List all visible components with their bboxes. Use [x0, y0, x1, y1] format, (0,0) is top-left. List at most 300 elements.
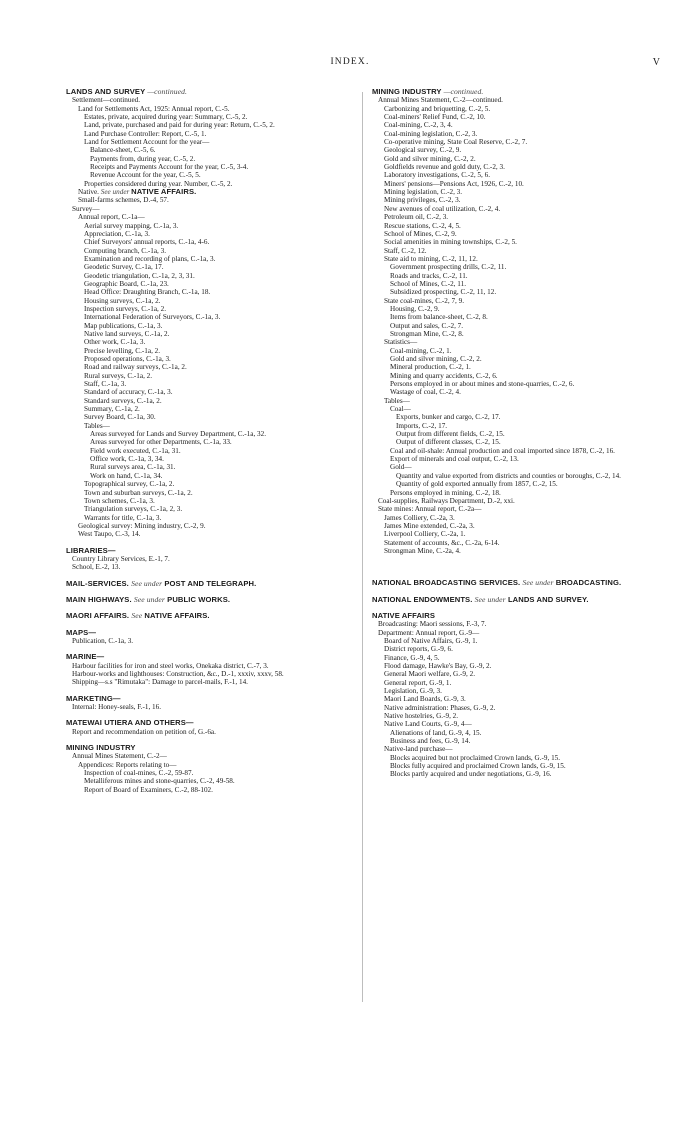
index-entry — [384, 155, 664, 163]
entry-text: Topographical survey, C.-1a, 2. — [84, 480, 175, 489]
entry-text: Mining privileges, C.-2, 3. — [384, 196, 461, 205]
entry-text: Proposed operations, C.-1a, 3. — [84, 355, 171, 363]
index-entry — [390, 489, 664, 497]
entry-text: Staff, C.-2, 12. — [384, 246, 427, 255]
column-divider — [362, 92, 363, 1002]
index-heading — [372, 88, 664, 96]
entry-text: Persons employed in mining, C.-2, 18. — [390, 488, 501, 497]
entry-text: Quantity and value exported from districts and counties or boroughs, C.-2, 14. — [396, 471, 621, 480]
entry-text: James Colliery, C.-2a, 3. — [384, 513, 455, 522]
index-entry — [84, 380, 354, 388]
index-entry — [84, 347, 354, 355]
index-entry — [384, 745, 664, 753]
index-entry — [384, 138, 664, 146]
index-entry — [384, 338, 664, 346]
entry-text: Strongman Mine, C.-2, 8. — [390, 329, 464, 338]
entry-text: Broadcasting: Maori sessions, F.-3, 7. — [378, 620, 487, 629]
heading-text: MATEWAI UTIERA AND OTHERS— — [66, 718, 194, 728]
heading-text: MINING INDUSTRY — [66, 743, 136, 753]
index-heading — [66, 719, 354, 727]
index-entry — [72, 563, 354, 571]
cross-reference: NATIVE AFFAIRS. — [144, 611, 210, 621]
index-entry — [84, 180, 354, 188]
entry-text: Statement of accounts, &c., C.-2a, 6-14. — [384, 538, 500, 547]
entry-text: Finance, G.-9, 4, 5. — [384, 653, 440, 662]
index-heading — [66, 547, 354, 555]
index-entry — [90, 455, 354, 463]
index-entry — [396, 413, 664, 421]
index-entry — [84, 322, 354, 330]
entry-text: Survey Board, C.-1a, 30. — [84, 413, 156, 422]
entry-text: Staff, C.-1a, 3. — [84, 380, 127, 389]
entry-text: Department: Annual report, G.-9— — [378, 628, 480, 637]
index-entry — [390, 355, 664, 363]
index-heading — [66, 744, 354, 752]
index-heading — [66, 596, 354, 604]
index-entry — [84, 769, 354, 777]
index-entry — [84, 480, 354, 488]
entry-text: Payments from, during year, C.-5, 2. — [90, 154, 196, 163]
index-entry — [78, 522, 354, 530]
index-entry — [384, 712, 664, 720]
index-entry — [78, 105, 354, 113]
entry-text: Statistics— — [384, 338, 418, 347]
see-reference-label: See — [131, 611, 143, 621]
entry-text: State mines: Annual report, C.-2a— — [378, 505, 482, 514]
entry-text: Petroleum oil, C.-2, 3. — [384, 213, 449, 222]
heading-text: NATIONAL ENDOWMENTS. — [372, 594, 473, 604]
entry-text: Native. — [78, 188, 99, 197]
entry-text: Report of Board of Examiners, C.-2, 88-102. — [84, 785, 213, 794]
index-entry — [384, 539, 664, 547]
entry-text: Native administration: Phases, G.-9, 2. — [384, 703, 496, 712]
entry-text: Triangulation surveys, C.-1a, 2, 3. — [84, 505, 183, 514]
index-entry — [390, 405, 664, 413]
index-entry — [378, 629, 664, 637]
index-entry — [384, 163, 664, 171]
index-entry — [90, 171, 354, 179]
index-entry — [78, 761, 354, 769]
entry-text: Inspection surveys, C.-1a, 2. — [84, 304, 167, 313]
index-entry — [396, 422, 664, 430]
entry-text: Properties considered during year. Number, C.-5, 2. — [84, 179, 233, 188]
index-entry — [390, 762, 664, 770]
index-entry — [84, 288, 354, 296]
entry-text: Carbonizing and briquetting, C.-2, 5. — [384, 104, 491, 113]
entry-text: Blocks partly acquired and under negotiations, G.-9, 16. — [390, 770, 552, 779]
entry-text: Appreciation, C.-1a, 3. — [84, 229, 150, 238]
heading-text: MAIN HIGHWAYS. — [66, 594, 132, 604]
see-reference-label: See under — [522, 578, 554, 588]
index-entry — [384, 547, 664, 555]
entry-text: Computing branch, C.-1a, 3. — [84, 246, 167, 255]
entry-text: Appendices: Reports relating to— — [78, 760, 177, 769]
cross-reference: LANDS AND SURVEY. — [507, 594, 589, 604]
entry-text: State aid to mining, C.-2, 11, 12. — [384, 254, 478, 263]
index-entry — [84, 280, 354, 288]
entry-text: Land Purchase Controller: Report, C.-5, 1. — [84, 129, 207, 138]
index-entry — [84, 413, 354, 421]
index-entry — [384, 514, 664, 522]
entry-text: Legislation, G.-9, 3. — [384, 687, 442, 696]
index-entry — [384, 695, 664, 703]
entry-text: Harbour facilities for iron and steel works, Onekaka district, C.-7, 3. — [72, 661, 269, 670]
index-entry — [384, 188, 664, 196]
index-entry — [384, 397, 664, 405]
index-heading — [66, 88, 354, 96]
entry-text: Town schemes, C.-1a, 3. — [84, 496, 155, 505]
index-heading — [66, 695, 354, 703]
see-reference-label: —continued. — [443, 87, 484, 96]
index-entry — [384, 205, 664, 213]
index-entry — [84, 247, 354, 255]
index-entry — [84, 497, 354, 505]
entry-text: Business and fees, G.-9, 14. — [390, 737, 471, 746]
entry-text: Alienations of land, G.-9, 4, 15. — [390, 728, 482, 737]
index-column-right — [372, 88, 664, 779]
index-entry — [84, 363, 354, 371]
index-entry — [84, 777, 354, 785]
index-entry — [384, 654, 664, 662]
index-entry — [390, 280, 664, 288]
index-entry — [384, 720, 664, 728]
index-entry — [84, 372, 354, 380]
index-entry — [90, 146, 354, 154]
index-entry — [384, 113, 664, 121]
entry-text: Areas surveyed for Lands and Survey Department, C.-1a, 32. — [90, 430, 267, 439]
index-entry — [390, 729, 664, 737]
see-reference-label: See under — [474, 594, 506, 604]
entry-text: Standard of accuracy, C.-1a, 3. — [84, 388, 173, 397]
index-entry — [384, 213, 664, 221]
index-heading — [372, 596, 664, 604]
entry-text: Housing surveys, C.-1a, 2. — [84, 296, 161, 305]
entry-text: Other work, C.-1a, 3. — [84, 338, 146, 347]
entry-text: Geographic Board, C.-1a, 23. — [84, 279, 169, 288]
entry-text: Inspection of coal-mines, C.-2, 59-87. — [84, 769, 194, 778]
index-entry — [78, 213, 354, 221]
heading-text: LANDS AND SURVEY — [66, 87, 146, 96]
entry-text: Subsidized prospecting, C.-2, 11, 12. — [390, 288, 497, 297]
entry-text: Geological survey: Mining industry, C.-2, 9. — [78, 521, 206, 530]
entry-text: Flood damage, Hawke's Bay, G.-9, 2. — [384, 662, 492, 670]
index-heading — [66, 653, 354, 661]
entry-text: Native land surveys, C.-1a, 2. — [84, 329, 170, 338]
index-entry — [390, 455, 664, 463]
index-entry — [72, 96, 354, 104]
index-entry — [84, 355, 354, 363]
entry-text: District reports, G.-9, 6. — [384, 645, 453, 654]
index-entry — [90, 472, 354, 480]
heading-text: NATIVE AFFAIRS — [372, 610, 435, 620]
index-entry — [390, 447, 664, 455]
entry-text: Board of Native Affairs, G.-9, 1. — [384, 636, 478, 645]
entry-text: Examination and recording of plans, C.-1a, 3. — [84, 254, 216, 263]
entry-text: Coal-supplies, Railways Department, D.-2, xxi. — [378, 496, 515, 505]
index-entry — [384, 222, 664, 230]
heading-text: MARINE— — [66, 652, 105, 662]
entry-text: Shipping—s.s "Rimutaka": Damage to parcel-mails, F.-1, 14. — [72, 678, 248, 687]
index-entry — [84, 405, 354, 413]
index-entry — [396, 430, 664, 438]
entry-text: Harbour-works and lighthouses: Construction, &c., D.-1, xxxiv, xxxv, 58. — [72, 670, 284, 678]
entry-text: Government prospecting drills, C.-2, 11. — [390, 263, 507, 272]
entry-text: Exports, bunker and cargo, C.-2, 17. — [396, 413, 501, 422]
see-reference-label: —continued. — [147, 87, 188, 96]
entry-text: Land for Settlements Act, 1925: Annual report, C.-5. — [78, 104, 230, 113]
index-entry — [390, 380, 664, 388]
index-entry — [384, 297, 664, 305]
index-entry — [390, 305, 664, 313]
entry-text: Persons employed in or about mines and stone-quarries, C.-2, 6. — [390, 380, 575, 389]
index-entry — [390, 272, 664, 280]
entry-text: James Mine extended, C.-2a, 3. — [384, 521, 475, 530]
heading-text: MAPS— — [66, 627, 97, 637]
entry-text: Native-land purchase— — [384, 745, 453, 754]
index-entry — [84, 121, 354, 129]
index-entry — [384, 196, 664, 204]
index-entry — [378, 497, 664, 505]
index-entry — [84, 338, 354, 346]
entry-text: Summary, C.-1a, 2. — [84, 405, 140, 414]
index-entry — [378, 505, 664, 513]
entry-text: Small-farms schemes, D.-4, 57. — [78, 196, 169, 205]
index-entry — [396, 472, 664, 480]
index-entry — [384, 637, 664, 645]
entry-text: Annual Mines Statement, C.-2—continued. — [378, 96, 503, 105]
index-heading — [66, 580, 354, 588]
index-entry — [84, 297, 354, 305]
see-reference-label: See under — [100, 188, 130, 197]
index-entry — [390, 737, 664, 745]
entry-text: Aerial survey mapping, C.-1a, 3. — [84, 221, 179, 230]
index-entry — [396, 480, 664, 488]
index-entry — [390, 330, 664, 338]
index-entry — [84, 138, 354, 146]
entry-text: Geodetic triangulation, C.-1a, 2, 3, 31. — [84, 271, 195, 280]
entry-text: Coal— — [390, 405, 411, 414]
see-reference-label: See under — [133, 594, 165, 604]
entry-text: Rescue stations, C.-2, 4, 5. — [384, 221, 461, 230]
index-entry — [84, 786, 354, 794]
index-entry — [72, 703, 354, 711]
index-entry — [90, 447, 354, 455]
index-entry — [390, 463, 664, 471]
entry-text: Estates, private, acquired during year: Summary, C.-5, 2. — [84, 113, 248, 122]
entry-text: Rural surveys area, C.-1a, 31. — [90, 463, 176, 472]
entry-text: Strongman Mine, C.-2a, 4. — [384, 546, 461, 555]
entry-text: Tables— — [384, 396, 410, 405]
index-entry — [390, 322, 664, 330]
index-entry — [72, 670, 354, 678]
index-entry — [390, 388, 664, 396]
entry-text: Annual Mines Statement, C.-2— — [72, 752, 167, 761]
index-entry — [84, 422, 354, 430]
index-entry — [390, 263, 664, 271]
index-entry — [84, 305, 354, 313]
entry-text: International Federation of Surveyors, C.-1a, 3. — [84, 313, 221, 322]
index-entry — [384, 662, 664, 670]
index-entry — [384, 230, 664, 238]
entry-text: School, E.-2, 13. — [72, 563, 121, 572]
entry-text: Precise levelling, C.-1a, 2. — [84, 346, 161, 355]
entry-text: Coal and oil-shale: Annual production and coal imported since 1878, C.-2, 16. — [390, 446, 615, 455]
entry-text: Output of different classes, C.-2, 15. — [396, 438, 501, 447]
entry-text: Revenue Account for the year, C.-5, 5. — [90, 171, 201, 180]
index-heading — [66, 612, 354, 620]
index-entry — [390, 770, 664, 778]
index-entry — [384, 704, 664, 712]
cross-reference: POST AND TELEGRAPH. — [164, 578, 257, 588]
entry-text: Coal-mining legislation, C.-2, 3. — [384, 129, 478, 138]
index-entry — [84, 397, 354, 405]
index-entry — [384, 130, 664, 138]
index-entry — [384, 180, 664, 188]
entry-text: School of Mines, C.-2, 9. — [384, 229, 457, 238]
entry-text: Land, private, purchased and paid for during year: Return, C.-5, 2. — [84, 121, 275, 130]
index-entry — [72, 728, 354, 736]
index-entry — [90, 463, 354, 471]
entry-text: General report, G.-9, 1. — [384, 678, 452, 687]
entry-text: Blocks fully acquired and proclaimed Crown lands, G.-9, 15. — [390, 762, 566, 771]
index-entry — [72, 205, 354, 213]
entry-text: Export of minerals and coal output, C.-2, 13. — [390, 455, 519, 464]
entry-text: Map publications, C.-1a, 3. — [84, 321, 163, 330]
spacer — [372, 555, 664, 563]
index-entry — [84, 230, 354, 238]
entry-text: Mining and quarry accidents, C.-2, 6. — [390, 371, 498, 380]
entry-text: Settlement—continued. — [72, 96, 141, 105]
entry-text: Gold and silver mining, C.-2, 2. — [390, 355, 482, 363]
entry-text: Items from balance-sheet, C.-2, 8. — [390, 313, 488, 322]
heading-text: NATIONAL BROADCASTING SERVICES. — [372, 578, 521, 588]
index-entry — [72, 752, 354, 760]
index-column-left — [66, 88, 354, 794]
index-entry — [378, 620, 664, 628]
heading-text: LIBRARIES— — [66, 545, 116, 555]
index-entry — [84, 222, 354, 230]
index-entry — [390, 372, 664, 380]
index-entry — [84, 130, 354, 138]
index-entry — [78, 188, 354, 196]
spacer — [372, 563, 664, 571]
entry-text: Metalliferous mines and stone-quarries, C.-2, 49-58. — [84, 777, 235, 786]
entry-text: Town and suburban surveys, C.-1a, 2. — [84, 488, 193, 497]
index-entry — [384, 105, 664, 113]
heading-text: MINING INDUSTRY — [372, 87, 442, 96]
entry-text: Country Library Services, E.-1, 7. — [72, 554, 170, 563]
entry-text: Areas surveyed for other Departments, C.-1a, 33. — [90, 438, 232, 447]
entry-text: Survey— — [72, 204, 100, 213]
see-reference-label: See under — [131, 578, 163, 588]
entry-text: Field work executed, C.-1a, 31. — [90, 446, 181, 455]
entry-text: Laboratory investigations, C.-2, 5, 6. — [384, 171, 490, 180]
entry-text: Chief Surveyors' annual reports, C.-1a, 4-6. — [84, 238, 210, 247]
index-entry — [384, 522, 664, 530]
entry-text: Output and sales, C.-2, 7. — [390, 321, 464, 330]
cross-reference: PUBLIC WORKS. — [167, 594, 231, 604]
entry-text: Geodetic Survey, C.-1a, 17. — [84, 263, 164, 272]
entry-text: Receipts and Payments Account for the year, C.-5, 3-4. — [90, 163, 249, 172]
entry-text: Native Land Courts, G.-9, 4— — [384, 720, 472, 729]
cross-reference: BROADCASTING. — [555, 578, 622, 588]
index-entry — [84, 514, 354, 522]
index-entry — [384, 687, 664, 695]
entry-text: Report and recommendation on petition of, G.-6a. — [72, 727, 216, 736]
index-entry — [390, 288, 664, 296]
entry-text: Road and railway surveys, C.-1a, 2. — [84, 363, 187, 372]
index-entry — [84, 113, 354, 121]
index-entry — [378, 96, 664, 104]
entry-text: West Taupo, C.-3, 14. — [78, 530, 141, 539]
heading-text: MARKETING— — [66, 693, 121, 703]
index-entry — [384, 171, 664, 179]
index-entry — [84, 388, 354, 396]
spacer — [66, 645, 354, 653]
entry-text: State coal-mines, C.-2, 7, 9. — [384, 296, 465, 305]
entry-text: Publication, C.-1a, 3. — [72, 636, 134, 645]
index-entry — [84, 489, 354, 497]
entry-text: Office work, C.-1a, 3, 34. — [90, 455, 164, 464]
index-entry — [384, 645, 664, 653]
index-heading — [372, 612, 664, 620]
index-entry — [84, 238, 354, 246]
entry-text: Annual report, C.-1a— — [78, 213, 145, 222]
index-heading — [66, 629, 354, 637]
entry-text: Balance-sheet, C.-5, 6. — [90, 146, 156, 155]
cross-reference: NATIVE AFFAIRS. — [131, 187, 197, 197]
entry-text: Miners' pensions—Pensions Act, 1926, C.-2, 10. — [384, 179, 524, 188]
entry-text: Head Office: Draughting Branch, C.-1a, 18. — [84, 288, 211, 297]
index-entry — [72, 678, 354, 686]
entry-text: New avenues of coal utilization, C.-2, 4. — [384, 204, 501, 213]
index-entry — [78, 530, 354, 538]
entry-text: Quantity of gold exported annually from 1857, C.-2, 15. — [396, 480, 558, 489]
entry-text: Output from different fields, C.-2, 15. — [396, 430, 505, 439]
index-entry — [84, 263, 354, 271]
entry-text: Standard surveys, C.-1a, 2. — [84, 396, 162, 405]
index-entry — [384, 530, 664, 538]
entry-text: Land for Settlement Account for the year— — [84, 138, 210, 147]
index-entry — [90, 438, 354, 446]
entry-text: Coal-mining, C.-2, 3, 4. — [384, 121, 453, 130]
heading-text: MAORI AFFAIRS. — [66, 611, 130, 621]
index-entry — [390, 347, 664, 355]
entry-text: Coal-miners' Relief Fund, C.-2, 10. — [384, 113, 486, 122]
index-entry — [84, 505, 354, 513]
entry-text: Mineral production, C.-2, 1. — [390, 363, 471, 372]
index-entry — [78, 196, 354, 204]
entry-text: Mining legislation, C.-2, 3. — [384, 188, 463, 197]
index-entry — [384, 238, 664, 246]
entry-text: Native hostelries, G.-9, 2. — [384, 712, 459, 721]
index-entry — [384, 679, 664, 687]
index-entry — [90, 155, 354, 163]
entry-text: Social amenities in mining townships, C.-2, 5. — [384, 238, 517, 247]
index-entry — [396, 438, 664, 446]
entry-text: Maori Land Boards, G.-9, 3. — [384, 695, 466, 704]
entry-text: Liverpool Colliery, C.-2a, 1. — [384, 530, 466, 539]
spacer — [66, 621, 354, 629]
index-entry — [72, 637, 354, 645]
index-entry — [390, 313, 664, 321]
index-entry — [84, 255, 354, 263]
entry-text: Housing, C.-2, 9. — [390, 304, 440, 313]
entry-text: Internal: Honey-seals, F.-1, 16. — [72, 703, 162, 712]
entry-text: Work on hand, C.-1a, 34. — [90, 471, 163, 480]
index-entry — [84, 330, 354, 338]
entry-text: Blocks acquired but not proclaimed Crown lands, G.-9, 15. — [390, 753, 561, 762]
